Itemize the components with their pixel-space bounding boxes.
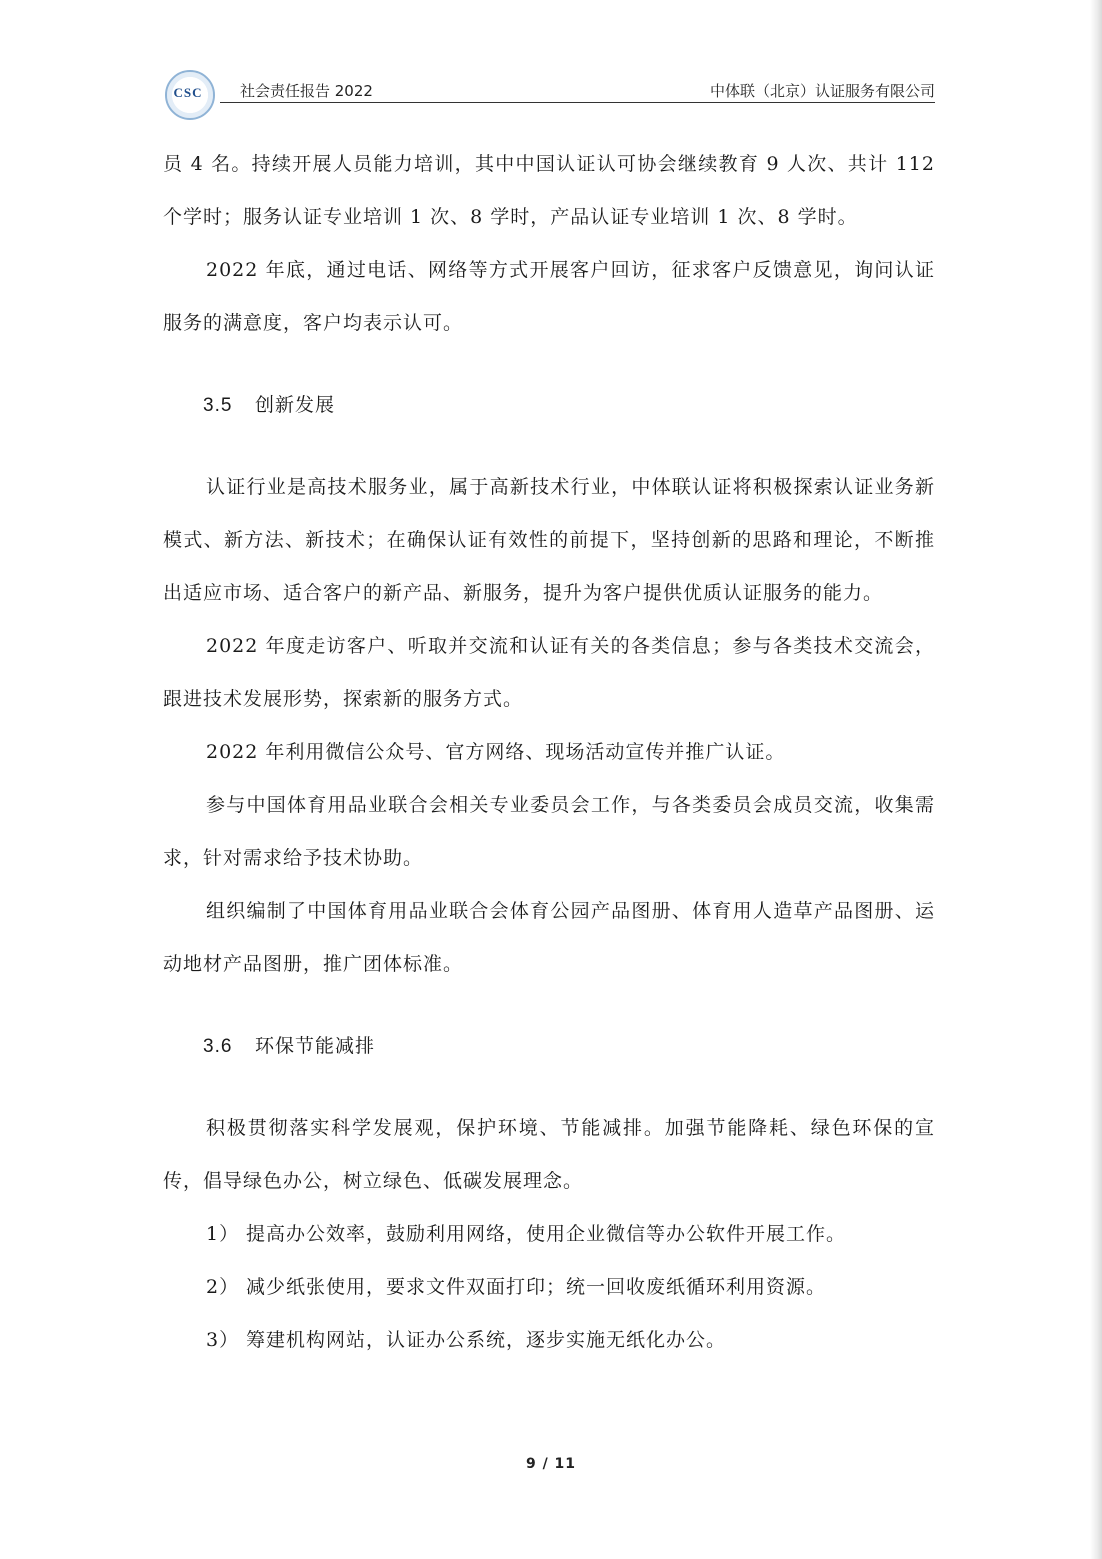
list-marker: 2） — [206, 1276, 240, 1298]
page-header — [165, 70, 935, 126]
paragraph-staff-training: 员 4 名。持续开展人员能力培训，其中中国认证认可协会继续教育 9 人次、共计 112 个学时；服务认证专业培训 1 次、8 学时，产品认证专业培训 1 次、8 学时。 — [163, 153, 935, 228]
paragraph-innovation: 认证行业是高技术服务业，属于高新技术行业，中体联认证将积极探索认证业务新模式、新方法、新技术；在确保认证有效性的前提下，坚持创新的思路和理论，不断推出适应市场、适合客户的新产品、新服务，提升为客户提供优质认证服务的能力。 — [163, 476, 935, 604]
list-text: 筹建机构网站，认证办公系统，逐步实施无纸化办公。 — [246, 1329, 727, 1351]
section-heading-3-5 — [163, 379, 935, 432]
company-name: 中体联（北京）认证服务有限公司 — [709, 82, 935, 100]
paragraph-environment: 积极贯彻落实科学发展观，保护环境、节能减排。加强节能降耗、绿色环保的宣传，倡导绿色办公，树立绿色、低碳发展理念。 — [163, 1117, 935, 1192]
spacer — [163, 432, 935, 461]
page-content — [163, 138, 935, 1367]
list-item — [163, 1208, 935, 1261]
paragraph-committee-work: 参与中国体育用品业联合会相关专业委员会工作，与各类委员会成员交流，收集需求，针对需求给予技术协助。 — [163, 794, 935, 869]
header-divider — [220, 102, 935, 103]
list-marker: 3） — [206, 1329, 240, 1351]
scan-edge — [1090, 0, 1102, 1559]
spacer — [163, 1073, 935, 1102]
page-number: 9 / 11 — [525, 1456, 577, 1472]
paragraph-customer-visits: 2022 年底，通过电话、网络等方式开展客户回访，征求客户反馈意见，询问认证服务的满意度，客户均表示认可。 — [163, 259, 935, 334]
list-item — [163, 1261, 935, 1314]
section-title: 环保节能减排 — [255, 1035, 376, 1057]
spacer — [163, 350, 935, 379]
report-title: 社会责任报告 2022 — [240, 82, 373, 100]
list-marker: 1） — [206, 1223, 240, 1245]
list-text: 提高办公效率，鼓励利用网络，使用企业微信等办公软件开展工作。 — [246, 1223, 847, 1245]
paragraph-catalogues: 组织编制了中国体育用品业联合会体育公园产品图册、体育用人造草产品图册、运动地材产品图册，推广团体标准。 — [163, 900, 935, 975]
list-item — [163, 1314, 935, 1367]
spacer — [163, 991, 935, 1020]
section-number: 3.6 — [203, 1036, 233, 1057]
section-heading-3-6 — [163, 1020, 935, 1073]
paragraph-promotion: 2022 年利用微信公众号、官方网络、现场活动宣传并推广认证。 — [206, 741, 786, 763]
list-text: 减少纸张使用，要求文件双面打印；统一回收废纸循环利用资源。 — [246, 1276, 827, 1298]
section-title: 创新发展 — [255, 394, 336, 416]
paragraph-client-visits-2022: 2022 年度走访客户、听取并交流和认证有关的各类信息；参与各类技术交流会，跟进技术发展形势，探索新的服务方式。 — [163, 635, 935, 710]
company-logo-text: CSC — [173, 85, 203, 100]
section-number: 3.5 — [203, 395, 233, 416]
